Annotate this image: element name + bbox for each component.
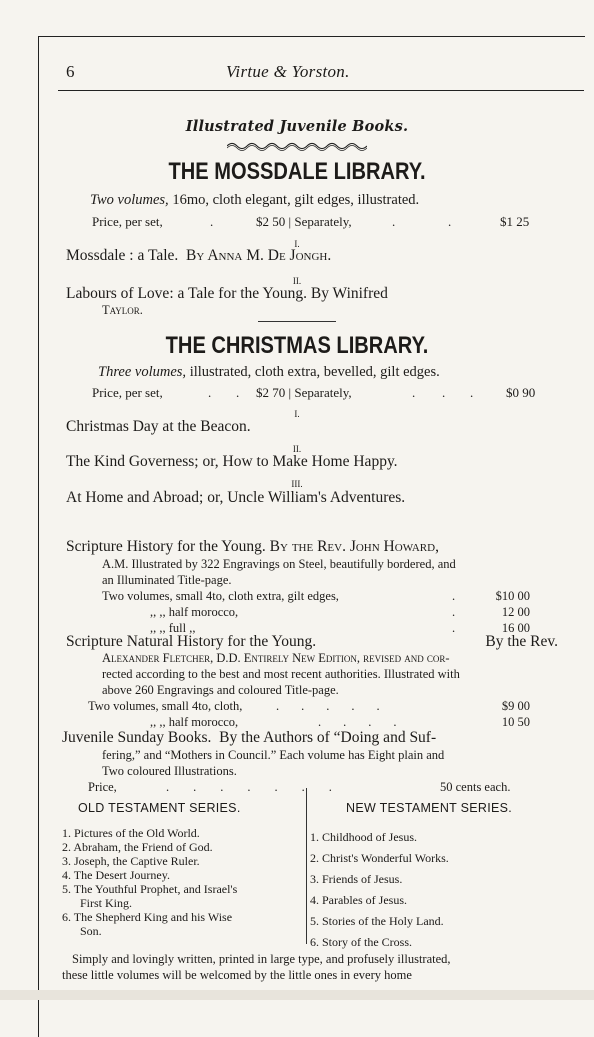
leader-dots: . <box>210 214 214 229</box>
book-entry: Labours of Love: a Tale for the Young. By Winifred <box>66 285 388 302</box>
christmas-price-label: Price, per set, <box>92 385 163 400</box>
price-row-label: ,, ,, half morocco, <box>150 715 239 729</box>
mossdale-library-title: THE MOSSDALE LIBRARY. <box>168 158 426 185</box>
series-list-item: 5. The Youthful Prophet, and Israel's <box>62 882 238 896</box>
scripture-natural-heading: Scripture Natural History for the Young. By the Rev. <box>66 633 558 650</box>
footer-note: these little volumes will be welcomed by the little ones in every home <box>62 968 412 982</box>
scripture-natural-desc: rected according to the best and most recent authorities. Illustrated with <box>102 667 460 681</box>
scripture-history-heading: Scripture History for the Young. By the Rev. John Howard, <box>66 538 439 555</box>
price-row-value: 10 50 <box>501 715 530 729</box>
leader-dots: ..... <box>276 699 402 713</box>
price-row-value: $9 00 <box>501 699 530 713</box>
book-entry: At Home and Abroad; or, Uncle William's Adventures. <box>66 489 406 506</box>
mossdale-price-set: $2 50 | Separately, <box>256 214 352 229</box>
divider-rule <box>258 321 336 322</box>
book-entry: Christmas Day at the Beacon. <box>66 418 251 435</box>
leader-dots: . <box>236 385 240 400</box>
scripture-history-desc: A.M. Illustrated by 322 Engravings on Steel, beautifully bordered, and <box>102 557 456 571</box>
price-row-label: ,, ,, half morocco, <box>150 605 239 619</box>
book-entry-cont: Taylor. <box>102 303 143 317</box>
series-list-item: 1. Pictures of the Old World. <box>62 826 200 840</box>
new-testament-series-heading: NEW TESTAMENT SERIES. <box>346 801 513 815</box>
page-edge <box>0 990 594 1000</box>
series-list-item: 3. Friends of Jesus. <box>310 872 403 886</box>
juvenile-sunday-desc: Two coloured Illustrations. <box>102 764 237 778</box>
leader-dots: . <box>448 214 452 229</box>
volume-numeral: I. <box>294 239 300 249</box>
leader-dots: . <box>452 589 456 603</box>
leader-dots: ....... <box>166 780 356 794</box>
juvenile-sunday-heading: Juvenile Sunday Books. By the Authors of “Doing and Suf- <box>62 729 437 746</box>
book-entry: Mossdale : a Tale. By Anna M. De Jongh. <box>66 247 332 264</box>
mossdale-price-each: $1 25 <box>500 214 530 229</box>
series-list-item: 6. Story of the Cross. <box>310 935 412 949</box>
series-list-item: 3. Joseph, the Captive Ruler. <box>62 854 200 868</box>
price-row-value: $10 00 <box>495 589 530 603</box>
column-divider <box>306 788 307 944</box>
scripture-natural-desc: Alexander Fletcher, D.D. Entirely New Edition, revised and cor- <box>102 651 450 665</box>
series-list-item: 5. Stories of the Holy Land. <box>310 914 444 928</box>
series-list-item: 4. The Desert Journey. <box>62 868 170 882</box>
header-rule <box>58 90 584 91</box>
footer-note: Simply and lovingly written, printed in large type, and profusely illustrated, <box>72 952 451 966</box>
leader-dots: . <box>452 605 456 619</box>
leader-dots: . <box>392 214 396 229</box>
juvenile-price: 50 cents each. <box>440 780 511 794</box>
flourish-ornament <box>227 140 367 152</box>
series-list-item-cont: First King. <box>80 896 133 910</box>
leader-dots: . <box>452 621 456 635</box>
book-entry: The Kind Governess; or, How to Make Home Happy. <box>66 453 398 470</box>
series-list-item: 2. Christ's Wonderful Works. <box>310 851 449 865</box>
christmas-library-title: THE CHRISTMAS LIBRARY. <box>165 332 429 359</box>
juvenile-sunday-desc: fering,” and “Mothers in Council.” Each volume has Eight plain and <box>102 748 445 762</box>
volume-numeral: III. <box>291 479 303 489</box>
scripture-natural-desc: above 260 Engravings and coloured Title-page. <box>102 683 339 697</box>
scripture-history-desc: an Illuminated Title-page. <box>102 573 232 587</box>
mossdale-format: Two volumes, 16mo, cloth elegant, gilt edges, illustrated. <box>90 192 420 208</box>
series-list-item: 6. The Shepherd King and his Wise <box>62 910 233 924</box>
series-list-item: 1. Childhood of Jesus. <box>310 830 418 844</box>
series-list-item-cont: Son. <box>80 924 102 938</box>
juvenile-price-label: Price, <box>88 780 117 794</box>
leader-dots: . <box>208 385 212 400</box>
price-row-label: ,, ,, full ,, <box>150 621 196 635</box>
volume-numeral: I. <box>294 409 300 419</box>
christmas-format: Three volumes, illustrated, cloth extra, bevelled, gilt edges. <box>98 364 440 380</box>
christmas-price-each: $0 90 <box>506 385 536 400</box>
price-row-value: 16 00 <box>501 621 530 635</box>
leader-dots: . <box>442 385 446 400</box>
volume-numeral: II. <box>292 444 302 454</box>
series-list-item: 2. Abraham, the Friend of God. <box>62 840 213 854</box>
old-testament-series-heading: OLD TESTAMENT SERIES. <box>78 801 241 815</box>
leader-dots: .... <box>318 715 419 729</box>
christmas-price-set: $2 70 | Separately, <box>256 385 352 400</box>
volume-numeral: II. <box>292 276 302 286</box>
page-number: 6 <box>66 62 75 81</box>
section-title: Illustrated Juvenile Books. <box>185 118 409 135</box>
leader-dots: . <box>470 385 474 400</box>
price-row-label: Two volumes, small 4to, cloth, <box>88 699 243 713</box>
leader-dots: . <box>412 385 416 400</box>
publisher-header: Virtue & Yorston. <box>226 62 350 81</box>
series-list-item: 4. Parables of Jesus. <box>310 893 407 907</box>
mossdale-price-label: Price, per set, <box>92 214 163 229</box>
price-row-label: Two volumes, small 4to, cloth extra, gilt edges, <box>102 589 339 603</box>
price-row-value: 12 00 <box>501 605 530 619</box>
